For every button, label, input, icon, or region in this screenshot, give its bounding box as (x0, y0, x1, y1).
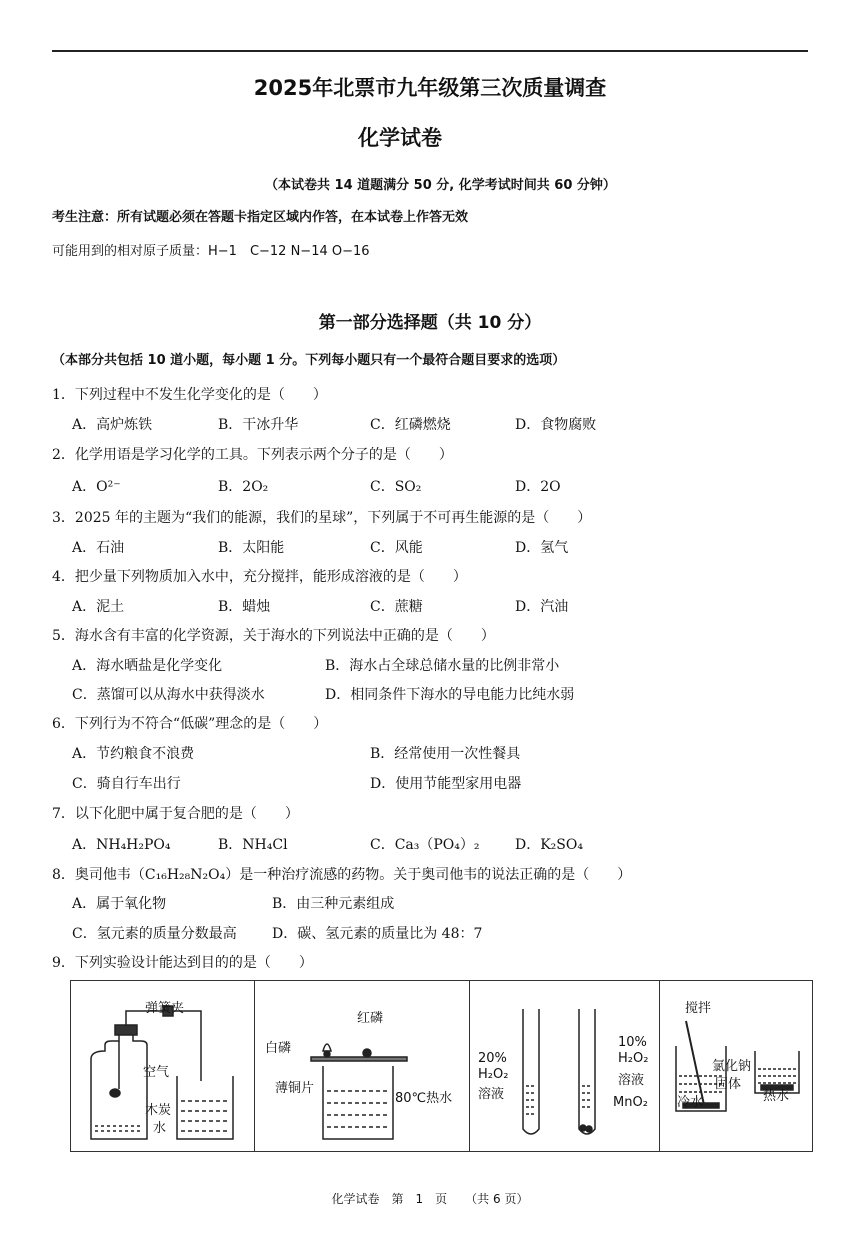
bottle-stopper (115, 1025, 137, 1035)
label-copper-sheet: 薄铜片 (275, 1081, 315, 1096)
q3-option-d[interactable]: D．氢气 (515, 540, 569, 556)
label-h2o2-right: H₂O₂ (618, 1051, 649, 1066)
label-20pct: 20% (478, 1051, 507, 1066)
q5-option-c[interactable]: C．蒸馏可以从海水中获得淡水 (72, 687, 265, 703)
question-4: 4．把少量下列物质加入水中，充分搅拌，能形成溶液的是（ ） (52, 569, 467, 585)
label-air: 空气 (143, 1065, 170, 1080)
q3-option-c[interactable]: C．风能 (370, 540, 423, 556)
q5-option-a[interactable]: A．海水晒盐是化学变化 (72, 658, 223, 674)
exam-notice: 考生注意：所有试题必须在答题卡指定区域内作答，在本试卷上作答无效 (52, 210, 469, 225)
q6-option-b[interactable]: B．经常使用一次性餐具 (370, 746, 521, 762)
question-1: 1．下列过程中不发生化学变化的是（ ） (52, 387, 327, 403)
label-water: 水 (153, 1121, 167, 1136)
q2-option-c[interactable]: C．SO₂ (370, 479, 422, 495)
q5-option-d[interactable]: D．相同条件下海水的导电能力比纯水弱 (325, 687, 575, 703)
q3-option-a[interactable]: A．石油 (72, 540, 125, 556)
red-phosphorus (363, 1049, 371, 1057)
page-footer: 化学试卷 第 1 页 （共 6 页） (331, 1192, 529, 1206)
beaker (177, 1076, 233, 1139)
test-tube-left (523, 1009, 539, 1134)
label-charcoal: 木炭 (145, 1103, 172, 1118)
label-solution-right: 溶液 (618, 1073, 645, 1088)
exam-title: 2025年北票市九年级第三次质量调查 (253, 76, 607, 100)
q8-option-a[interactable]: A．属于氧化物 (72, 896, 167, 912)
q7-option-d[interactable]: D．K₂SO₄ (515, 837, 583, 853)
label-h2o2-left: H₂O₂ (478, 1067, 509, 1082)
label-hot-water-right: 热水 (763, 1089, 790, 1104)
q7-option-a[interactable]: A．NH₄H₂PO₄ (72, 837, 171, 853)
section-note: （本部分共包括 10 道小题，每小题 1 分。下列每小题只有一个最符合题目要求的选项） (52, 353, 566, 368)
white-phosphorus (324, 1051, 330, 1057)
label-stir: 搅拌 (685, 1001, 712, 1016)
label-spring-clip: 弹簧夹 (145, 1001, 185, 1016)
exam-info: （本试卷共 14 道题满分 50 分, 化学考试时间共 60 分钟） (265, 178, 616, 193)
label-nacl: 氯化钠 (712, 1059, 752, 1074)
q1-option-d[interactable]: D．食物腐败 (515, 417, 597, 433)
q6-option-a[interactable]: A．节约粮食不浪费 (72, 746, 195, 762)
q2-option-b[interactable]: B．2O₂ (218, 479, 269, 495)
q4-option-c[interactable]: C．蔗糖 (370, 599, 423, 615)
q2-option-d[interactable]: D．2O (515, 479, 561, 495)
copper-sheet (311, 1057, 407, 1061)
question-5: 5．海水含有丰富的化学资源，关于海水的下列说法中正确的是（ ） (52, 628, 495, 644)
exam-subtitle: 化学试卷 (358, 126, 442, 150)
q1-option-c[interactable]: C．红磷燃烧 (370, 417, 451, 433)
label-white-phosphorus: 白磷 (265, 1041, 292, 1056)
label-10pct: 10% (618, 1035, 647, 1050)
test-tube-right (579, 1009, 595, 1134)
label-hot-water: 80℃热水 (395, 1091, 453, 1106)
charcoal-piece (110, 1089, 120, 1097)
section-title: 第一部分选择题（共 10 分） (318, 313, 542, 333)
question-7: 7．以下化肥中属于复合肥的是（ ） (52, 806, 299, 822)
atomic-masses: 可能用到的相对原子质量：H−1 C−12 N−14 O−16 (52, 244, 370, 259)
header-rule (52, 50, 808, 52)
q5-option-b[interactable]: B．海水占全球总储水量的比例非常小 (325, 658, 560, 674)
question-8: 8．奥司他韦（C₁₆H₂₈N₂O₄）是一种治疗流感的药物。关于奥司他韦的说法正确的是（ ） (52, 867, 632, 883)
question-3: 3．2025 年的主题为“我们的能源，我们的星球”，下列属于不可再生能源的是（ ） (52, 510, 592, 526)
q8-option-c[interactable]: C．氢元素的质量分数最高 (72, 926, 237, 942)
q8-option-d[interactable]: D．碳、氢元素的质量比为 48：7 (272, 926, 483, 942)
question-2: 2．化学用语是学习化学的工具。下列表示两个分子的是（ ） (52, 447, 453, 463)
q2-option-a[interactable]: A．O²⁻ (72, 479, 121, 495)
label-mno2: MnO₂ (613, 1095, 648, 1110)
q3-option-b[interactable]: B．太阳能 (218, 540, 285, 556)
q6-option-c[interactable]: C．骑自行车出行 (72, 776, 181, 792)
q1-option-b[interactable]: B．干冰升华 (218, 417, 299, 433)
q4-option-a[interactable]: A．泥土 (72, 599, 125, 615)
q6-option-d[interactable]: D．使用节能型家用电器 (370, 776, 522, 792)
q9-experiment-figure (70, 980, 813, 1152)
q7-option-c[interactable]: C．Ca₃（PO₄）₂ (370, 837, 480, 853)
q7-option-b[interactable]: B．NH₄Cl (218, 837, 288, 853)
flame (323, 1044, 331, 1051)
label-solid: 固体 (715, 1077, 742, 1092)
question-9: 9．下列实验设计能达到目的的是（ ） (52, 955, 313, 971)
label-cold-water: 冷水 (677, 1095, 704, 1110)
label-solution-left: 溶液 (478, 1087, 505, 1102)
q4-option-b[interactable]: B．蜡烛 (218, 599, 271, 615)
q8-option-b[interactable]: B．由三种元素组成 (272, 896, 395, 912)
q1-option-a[interactable]: A．高炉炼铁 (72, 417, 153, 433)
label-red-phosphorus: 红磷 (357, 1011, 384, 1026)
question-6: 6．下列行为不符合“低碳”理念的是（ ） (52, 716, 328, 732)
q4-option-d[interactable]: D．汽油 (515, 599, 569, 615)
